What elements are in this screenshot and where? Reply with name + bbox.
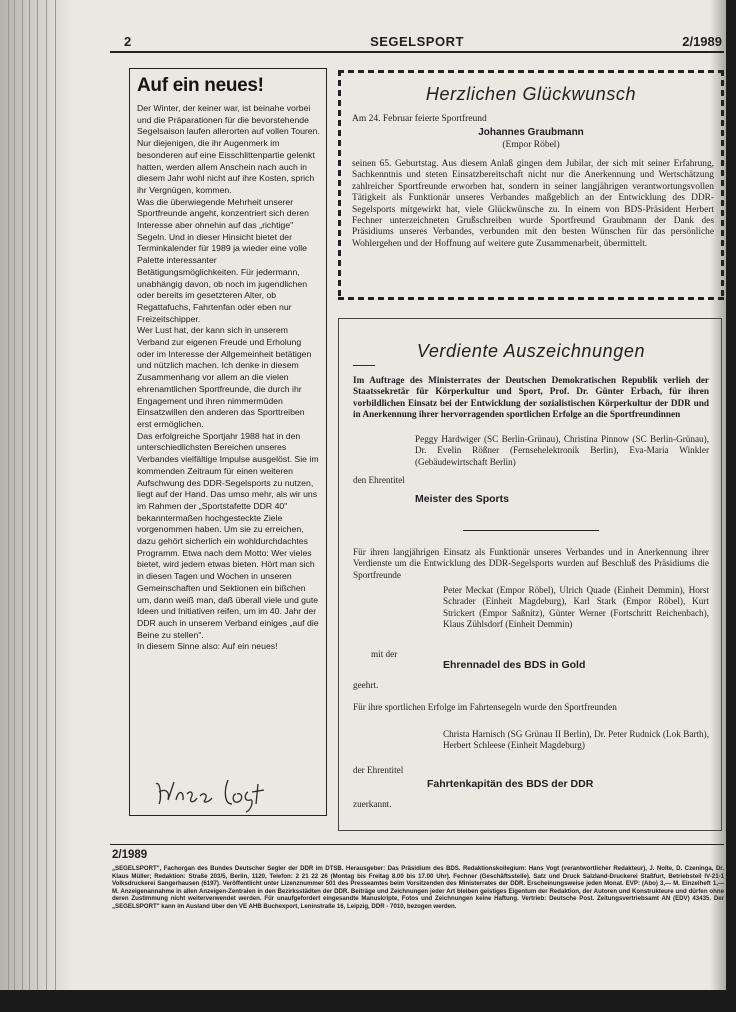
editorial-paragraph: Der Winter, der keiner war, ist beinahe vorbei und die Präparationen für die bevorstehende Segelsaison laufen allerorten auf vollen Touren. Nur diejenigen, die ihr Augenmerk im besonderen auf eine Eisschlittenpartie gelenkt hatten, werden allem Anschein nach auch in diesem Jahr wohl nicht auf ihre Kosten, sprich ihr Vergnügen, kommen. [137, 103, 320, 195]
footer-issue: 2/1989 [112, 849, 148, 861]
congratulations-body: seinen 65. Geburtstag. Aus diesem Anlaß gingen dem Jubilar, der sich mit seiner Erfahrung, Sachkenntnis und steten Einsatzbereitschaft nicht nur die Anerkennung und Wertschätzung zahlreicher Sportfreunde erworben hat, sondern in seiner langjährigen verantwortungsvollen Tätigkeit als Funktionär unseres Verbandes maßgeblich an der Entwicklung des DDR-Segelsports mitgewirkt hat, viele Glückwünsche zu. In einem von BDS-Präsident Herbert Fechner unterzeichneten Grußschreiben wurde Sportfreund Graubmann der Dank des Präsidiums unseres Verbandes, verbunden mit den besten Wünschen für das persönliche Wohlergehen und der Hoffnung auf weitere gute Zusammenarbeit, übermittelt. [352, 159, 714, 249]
editorial-paragraph: Was die überwiegende Mehrheit unserer Sportfreunde angeht, konzentriert sich deren Interesse aber ohnehin auf das „richtige" Segeln. Und in dieser Hinsicht bietet der Terminkalender für 1989 ja wieder eine volle Palette interessanter Betätigungsmöglichkeiten. Für jedermann, unabhängig davon, ob noch im jugendlichen oder bereits im gesetzteren Alter, ob Regattafuchs, Fahrtenfan oder eben nur Freizeitschipper. [137, 196, 309, 324]
impressum: „SEGELSPORT", Fachorgan des Bundes Deutscher Segler der DDR im DTSB. Herausgeber: Das Präsidium des BDS. Redaktionskollegium: Hans Vogt (verantwortlicher Redakteur), J. Nolte, D. Czeninga, Dr. Klaus Müller; Redaktion: Straße 203/5, Berlin, 1120, Telefon: 2 21 22 26 (Montag bis Freitag 8.00 bis 17.00 Uhr). Fechner (Geschäftsstelle). Satz und Druck Salzland-Druckerei Staßfurt, Betriebsteil IV-21-1 Volksdruckerei Sangerhausen (6197). Veröffentlicht unter Lizenznummer 501 des Presseamtes beim Vorsitzenden des Ministerrates der DDR. Erscheinungsweise jeden Monat. EVP: (Abo) 3,— M. Einzelheft 1,— M. Anzeigenannahme in allen Anzeigen-Zentralen in den Bezirksstädten der DDR. Beiträge und Zeichnungen jeder Art bleiben geistiges Eigentum der Redaktion, der Autoren und Konstrukteure und dürfen ohne deren Zustimmung nicht weiterverwendet werden. Für unaufgefordert eingesandte Manuskripte, Fotos und Zeichnungen keine Haftung. Vertrieb: Deutsche Post. Zeitungsvertriebsamt AN (EDV) 43435. Der „SEGELSPORT" kann im Ausland über den VE AHB Buchexport, Leninstraße 16, Leipzig, DDR - 7010, bezogen werden. [112, 865, 724, 910]
editorial-paragraph: Das erfolgreiche Sportjahr 1988 hat in den unterschiedlichsten Bereichen unseres Verbandes vielfältige Impulse ausgelöst. Sie im kommenden Zeitraum für einen weiteren Aufschwung des DDR-Segelsports zu nutzen, liegt auf der Hand. Das umso mehr, als wir uns im Rahmen der „Sportstafette DDR 40" bekanntermaßen hochgesteckte Ziele vorgenommen haben. Um sie zu erreichen, dazu gehört sicherlich ein wohldurchdachtes Programm. Etwa nach dem Motto: Wer vieles bietet, wird jedem etwas bieten. Hört man sich in diesen Tagen und Wochen in unseren Gemeinschaften und Sektionen ein bißchen um, dann weiß man, daß überall viele und gute Ideen und Initiativen reifen, um im 40. Jahr der DDR auch in unserem Verband einiges „auf die Beine zu stellen". [137, 430, 319, 640]
awards-recipients-2: Peter Meckat (Empor Röbel), Ulrich Quade (Einheit Demmin), Horst Schrader (Einheit Magdeburg), Karl Stark (Empor Röbel), Kurt Strickert (Empor Saßnitz), Günter Werner (Fortschritt Reichenbach), Klaus Zühlsdorf (Einheit Demmin) [443, 585, 709, 630]
congratulations-title: Herzlichen Glückwunsch [425, 84, 637, 104]
jubilar-name: Johannes Graubmann [478, 127, 584, 138]
awards-intro-2: Für ihren langjährigen Einsatz als Funktionär unseres Verbandes und in Anerkennung ihrer Verdienste um die Entwicklung des DDR-Segelsports wurden auf Beschluß des Präsidiums die Sportfreunde [353, 547, 709, 580]
awards-label-3: der Ehrentitel [353, 765, 404, 775]
page-number: 2 [124, 34, 132, 49]
issue-number: 2/1989 [682, 34, 722, 49]
handwritten-signature [152, 770, 302, 816]
jubilar-club: (Empor Röbel) [502, 140, 560, 150]
awards-title: Verdiente Auszeichnungen [416, 341, 646, 361]
awards-recipients-3: Christa Harnisch (SG Grünau II Berlin), Dr. Peter Rudnick (Lok Barth), Herbert Schleese (Einheit Magdeburg) [443, 729, 709, 751]
section-divider [463, 530, 599, 531]
awards-label-1: den Ehrentitel [353, 475, 405, 485]
award-meister-des-sports: Meister des Sports [415, 493, 509, 505]
book-spine-shadow [0, 0, 72, 990]
editorial-paragraph: Wer Lust hat, der kann sich in unserem Verband zur eigenen Freude und Erholung oder im Interesse der Allgemeinheit betätigen und nützlich machen. Ich denke in diesem Zusammenhang vor allem an die vielen ehrenamtlichen Sportfreunde, die durch ihr Engagement und ihren nimmermüden Einsatzwillen den anderen das Sporttreiben erst ermöglichen. [137, 325, 312, 429]
header-rule [110, 51, 724, 53]
editorial-paragraph: In diesem Sinne also: Auf ein neues! [137, 641, 278, 652]
awards-outro-3: zuerkannt. [353, 799, 392, 809]
awards-intro: Im Auftrage des Ministerrates der Deutschen Demokratischen Republik verlieh der Staatssekretär für Körperkultur und Sport, Prof. Dr. Günter Erbach, für ihren vorbildlichen Einsatz bei der Entwicklung der sozialistischen Körperkultur der DDR und in Anerkennung ihrer hervorragenden sportlichen Erfolge an die Sportfreundinnen [353, 375, 709, 420]
magazine-title: SEGELSPORT [370, 34, 464, 49]
page-header [110, 30, 724, 52]
congratulations-box [338, 70, 724, 300]
awards-label-2: mit der [371, 649, 398, 659]
title-rule [353, 365, 375, 366]
awards-recipients-1: Peggy Hardwiger (SC Berlin-Grünau), Christina Pinnow (SC Berlin-Grünau), Dr. Evelin Rößner (Fernsehelektronik Berlin), Eva-Maria Winkler (Gebäudewirtschaft Berlin) [415, 434, 709, 467]
awards-outro-2: geehrt. [353, 680, 379, 690]
editorial-title: Auf ein neues! [137, 75, 264, 96]
award-fahrtenkapitaen: Fahrtenkapitän des BDS der DDR [427, 778, 594, 790]
award-ehrennadel: Ehrennadel des BDS in Gold [443, 659, 586, 671]
editorial-box [129, 68, 327, 816]
congratulations-intro: Am 24. Februar feierte Sportfreund [352, 114, 487, 124]
footer-rule [110, 844, 724, 845]
awards-intro-3: Für ihre sportlichen Erfolge im Fahrtensegeln wurde den Sportfreunden [353, 702, 617, 712]
awards-box [338, 318, 722, 831]
